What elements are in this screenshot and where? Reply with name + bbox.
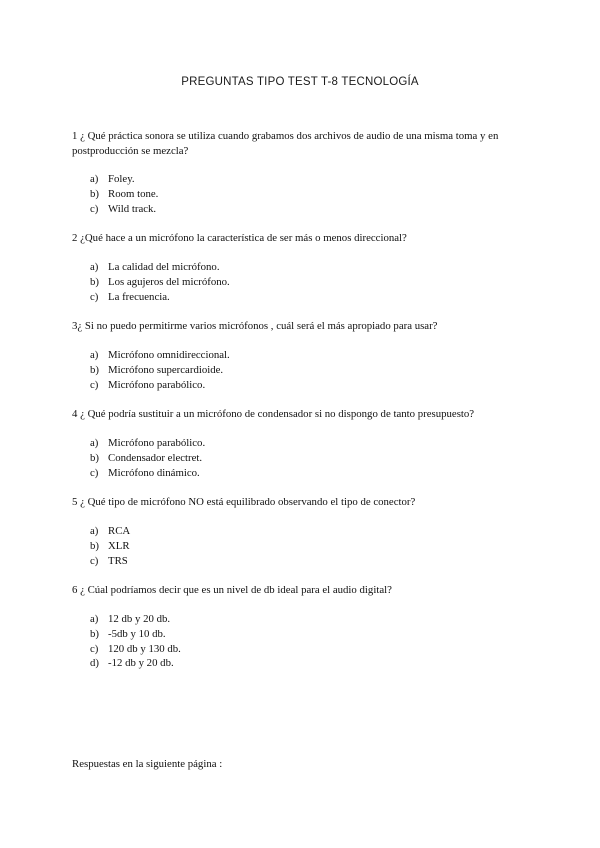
option-item: [90, 378, 230, 393]
option-item: [90, 554, 130, 569]
option-letter: c): [90, 290, 99, 303]
option-text: Micrófono supercardioide.: [108, 363, 224, 376]
option-item: [90, 260, 230, 275]
option-text: La frecuencia.: [108, 290, 170, 303]
question-6-options: [90, 612, 181, 671]
question-1-options: [90, 172, 158, 216]
option-letter: a): [90, 437, 99, 449]
option-letter: b): [90, 539, 99, 552]
option-item: [90, 656, 181, 671]
option-text: 120 db y 130 db.: [108, 642, 181, 655]
option-text: Condensador electret.: [108, 451, 203, 464]
option-text: XLR: [108, 539, 130, 552]
option-letter: c): [90, 202, 99, 215]
option-text: RCA: [108, 525, 131, 537]
option-letter: a): [90, 349, 99, 361]
option-text: La calidad del micrófono.: [108, 261, 220, 273]
option-text: -5db y 10 db.: [108, 627, 166, 640]
option-text: Micrófono parabólico.: [108, 378, 206, 391]
question-3-options: [90, 348, 230, 392]
option-text: Foley.: [108, 173, 135, 185]
option-letter: b): [90, 275, 99, 288]
page-title: PREGUNTAS TIPO TEST T-8 TECNOLOGÍA: [181, 76, 419, 88]
option-item: [90, 524, 130, 539]
option-item: [90, 539, 130, 554]
option-letter: d): [90, 657, 99, 670]
option-item: [90, 275, 230, 290]
option-letter: c): [90, 554, 99, 567]
option-letter: a): [90, 525, 99, 537]
option-letter: b): [90, 627, 99, 640]
option-text: Micrófono dinámico.: [108, 466, 200, 479]
option-item: [90, 612, 181, 627]
option-text: 12 db y 20 db.: [108, 613, 171, 625]
option-item: [90, 451, 205, 466]
option-text: Micrófono omnidireccional.: [108, 349, 230, 361]
option-letter: b): [90, 187, 99, 200]
option-item: [90, 363, 230, 378]
option-item: [90, 187, 158, 202]
question-6: 6 ¿ Cúal podríamos decir que es un nivel de db ideal para el audio digital?: [72, 584, 392, 596]
option-letter: a): [90, 613, 99, 625]
option-letter: c): [90, 378, 99, 391]
option-item: [90, 290, 230, 305]
option-letter: b): [90, 363, 99, 376]
option-text: Room tone.: [108, 187, 159, 200]
question-5-options: [90, 524, 130, 568]
option-item: [90, 627, 181, 642]
option-letter: a): [90, 173, 99, 185]
option-text: -12 db y 20 db.: [108, 657, 174, 670]
option-item: [90, 172, 158, 187]
question-2-options: [90, 260, 230, 304]
option-item: [90, 348, 230, 363]
option-text: Los agujeros del micrófono.: [108, 275, 230, 288]
question-5: 5 ¿ Qué tipo de micrófono NO está equilibrado observando el tipo de conector?: [72, 496, 416, 508]
question-3: 3¿ Si no puedo permitirme varios micrófonos , cuál será el más apropiado para usar?: [72, 320, 438, 332]
answers-note: Respuestas en la siguiente página :: [72, 758, 223, 770]
question-4: 4 ¿ Qué podría sustituir a un micrófono de condensador si no dispongo de tanto presupuesto?: [72, 408, 475, 420]
option-text: Micrófono parabólico.: [108, 437, 206, 449]
option-item: [90, 436, 205, 451]
question-1: 1 ¿ Qué práctica sonora se utiliza cuando grabamos dos archivos de audio de una misma toma y en postproducción se mezcla?: [72, 130, 499, 157]
option-letter: a): [90, 261, 99, 273]
option-item: [90, 202, 158, 217]
option-item: [90, 466, 205, 481]
question-2: 2 ¿Qué hace a un micrófono la característica de ser más o menos direccional?: [72, 232, 407, 244]
option-letter: b): [90, 451, 99, 464]
option-text: Wild track.: [108, 202, 157, 215]
option-item: [90, 642, 181, 657]
option-letter: c): [90, 466, 99, 479]
question-4-options: [90, 436, 205, 480]
option-letter: c): [90, 642, 99, 655]
option-text: TRS: [108, 554, 128, 567]
